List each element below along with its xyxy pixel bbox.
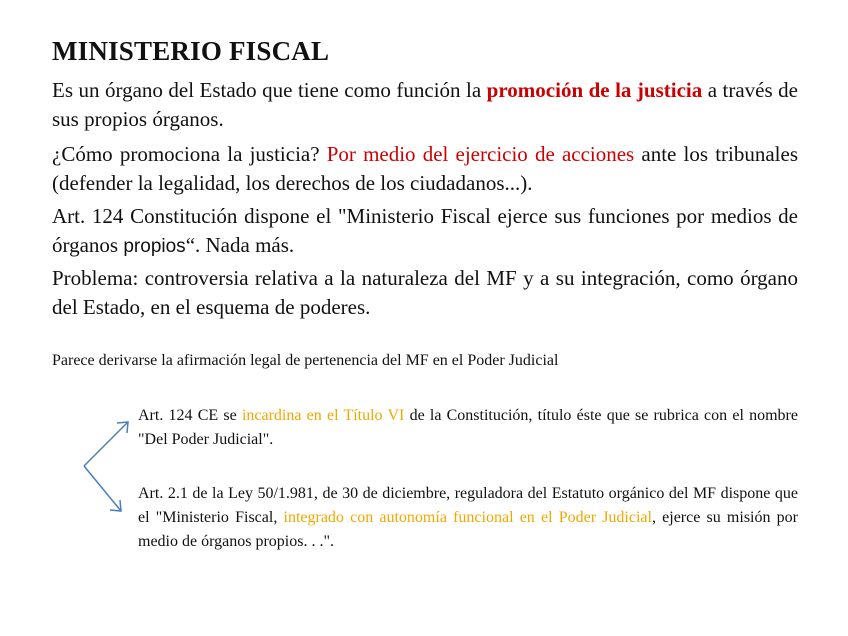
article-text-1: Art. 124 Constitución dispone el "Ministerio Fiscal ejerce sus funciones por medios de órganos (52, 204, 798, 257)
sub2-text-1: Art. 2.1 de la Ley 50/1.981, de 30 de diciembre, reguladora del Estatuto orgánico del MF dispone que el "Ministerio Fiscal, (138, 485, 798, 526)
sub-point-art-124 (138, 404, 798, 452)
definition-text-1: Es un órgano del Estado que tiene como función la (52, 78, 487, 102)
sub1-highlight: incardina en el Título VI (241, 407, 405, 424)
question-text-2: ante los tribunales (defender la legalidad, los derechos de los ciudadanos...). (52, 142, 799, 195)
paragraph-problem: Problema: controversia relativa a la naturaleza del MF y a su integración, como órgano del Estado, en el esquema de poderes. (52, 266, 798, 319)
definition-highlight: promoción de la justicia (486, 78, 703, 102)
question-highlight: Por medio del ejercicio de acciones (326, 142, 635, 166)
sub1-text-2: de la Constitución, título éste que se rubrica con el nombre "Del Poder Judicial". (138, 407, 798, 448)
article-propios: propios (123, 236, 186, 257)
sub1-text-1: Art. 124 CE se (138, 407, 242, 424)
note-judicial-belonging: Parece derivarse la afirmación legal de pertenencia del MF en el Poder Judicial (52, 352, 559, 369)
sub-point-ley-50-1981 (138, 482, 798, 554)
definition-text-2: a través de sus propios órganos. (52, 78, 798, 131)
article-text-2: “. Nada más. (185, 233, 295, 257)
slide-title: MINISTERIO FISCAL (52, 36, 330, 66)
question-text-1: ¿Cómo promociona la justicia? (52, 142, 327, 166)
sub2-highlight: integrado con autonomía funcional en el Poder Judicial (283, 509, 652, 526)
sub2-text-2: , ejerce su misión por medio de órganos propios. . .". (138, 509, 798, 550)
